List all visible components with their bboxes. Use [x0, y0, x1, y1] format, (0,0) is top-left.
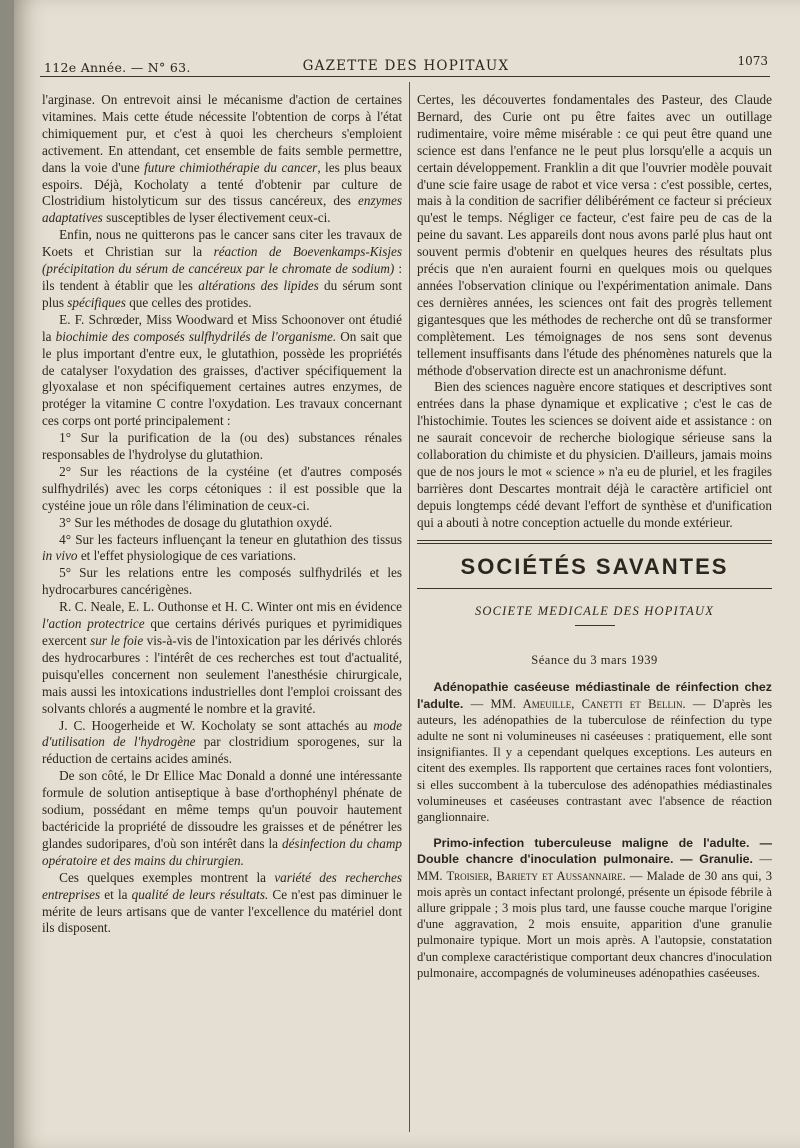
abstract-authors: — MM. Ameuille, Canetti et Bellin. — [470, 696, 686, 711]
abstract-authors: — MM. Troisier, Bariety et Aussannaire. — [417, 852, 772, 883]
newspaper-page — [14, 0, 800, 1148]
paragraph: Ces quelques exemples montrent la variété des recherches entreprises et la qualité de leurs résultats. Ce n'est pas diminuer le mérite de leurs artisans que de vanter l'excellence du matériel dont ils disposent. — [42, 869, 403, 936]
paragraph: Bien des sciences naguère encore statiques et descriptives sont entrées dans la phase dynamique et explicative ; c'est le cas de l'histochimie. Toutes les sciences se doivent aide et assistance : on ne saurait concevoir de recherche biologique sérieuse sans la collaboration du chimiste et du physicien. D'ailleurs, jamais moins que de nos jours le mot « science » n'a eu de pluriel, et les fragiles barrières dont Descartes montrait déjà le caractère artificiel ont depuis longtemps cédé devant l'effort de synthèse et d'unification qui a abouti à notre conception actuelle du monde extérieur. — [417, 379, 772, 530]
paragraph: J. C. Hoogerheide et W. Kocholaty se sont attachés au mode d'utilisation de l'hydrogène par clostridium sporogenes, sur la réduction de certains acides aminés. — [42, 717, 402, 767]
paragraph: Enfin, nous ne quitterons pas le cancer sans citer les travaux de Koets et Christian sur la réaction de Boevenkamps-Kisjes (précipitation du sérum de cancéreux par le chromate de sodium) : ils tendent à établir que les altérations des lipides du sérum sont plus spécifiques que celles des protides. — [42, 227, 402, 310]
society-name: SOCIETE MEDICALE DES HOPITAUX — [474, 603, 715, 618]
right-column — [417, 92, 772, 981]
abstract-text: — D'après les auteurs, les adénopathies de la tuberculose de réinfection du type adulte ne sont ni volumineuses ni caséeuses : pratiquement, elle sont insignifiantes. Il y a cependant quelques exceptions. Les auteurs en citent des exemples. Ils rapportent que certaines races font volontiers, si elles succombent à la tuberculose des adénopathies médiastinales volumineuses et caséeuses contrastant avec l'absence de réaction ganglionnaire. — [417, 696, 772, 824]
paragraph: E. F. Schrœder, Miss Woodward et Miss Schoonover ont étudié la biochimie des composés sulfhydrilés de l'organisme. On sait que le plus important d'entre eux, le glutathion, possède les propriétés de catalyser l'oxydation des graisses, d'activer spécifiquement la glyoxalase et non spécifiquement certaines autres enzymes, de protéger la vitamine C contre l'oxydation. Les travaux concernant ces corps ont porté principalement : — [42, 311, 403, 429]
page-header — [44, 52, 768, 78]
paragraph: De son côté, le Dr Ellice Mac Donald a donné une intéressante formule de solution antiseptique à base d'orthophényl phénate de sodium, possédant en même temps qu'un pouvoir hautement bactéricide la propriété de dissoudre les graisses et de pénétrer les glandes sudoripares, d'où son intérêt dans la désinfection du champ opératoire et des mains du chirurgien. — [42, 768, 402, 868]
column-divider — [409, 82, 410, 1132]
list-item: 4° Sur les facteurs influençant la teneur en glutathion des tissus in vivo et l'effet physiologique de ces variations. — [42, 531, 402, 564]
abstract-title: Primo-infection tuberculeuse maligne de l'adulte. — Double chancre d'inoculation pulmonaire. — Granulie. — [417, 836, 772, 867]
left-column — [42, 92, 402, 937]
abstract — [417, 835, 772, 981]
section-title: SOCIÉTÉS SAVANTES — [460, 553, 729, 579]
list-item: 3° Sur les méthodes de dosage du glutathion oxydé. — [59, 514, 333, 530]
abstract-text: — Malade de 30 ans qui, 3 mois après un contact infectant prolongé, présente un épisode fébrile à allure grippale ; 3 mois plus tard, une fausse couche marque l'origine d'une aggravation, 2 mois ensuite, apparition d'une granulie pulmonaire typique. Mort un mois après. A l'autopsie, constatation d'un complexe caractéristique comportant deux chancres d'inoculation pulmonaire, accompagnés de volumineuses adénopathies caséeuses. — [417, 868, 772, 980]
paragraph: Certes, les découvertes fondamentales des Pasteur, des Claude Bernard, des Curie ont pu être faites avec un outillage rudimentaire, voire même misérable : ce qui peut être quand une science est dans l'enfance ne le peut plus lorsqu'elle a acquis un certain développement. Franklin a dit que l'ouvrier modèle pouvait d'une scie faire usage de rabot et vice versa : c'est possible, certes, mais à la condition de sacrifier délibérément ce facteur si précieux qu'est le temps. Négliger ce facteur, c'est faire peu de cas de la peine du savant. Les appareils dont nous avons parlé plus haut ont souvent permis d'obtenir en quelques heures des résultats plus précis que n'en auraient fourni en quelques mois ou quelques années l'observation clinique ou l'expérimentation animale. Dans ces dernières années, les sciences ont fait des progrès tellement gigantesques que les méthodes de recherche ont dû se transformer complètement. Les témoignages de nos sens sont devenus tellement insuffisants dans l'étude des phénomènes naturels que la méthode d'observation directe est un anachronisme défunt. — [417, 92, 772, 378]
list-item: 2° Sur les réactions de la cystéine (et d'autres composés sulfhydrilés) avec les corps cétoniques : il est possible que la cystéine joue un rôle dans l'élimination de ceux-ci. — [42, 463, 402, 513]
paragraph: l'arginase. On entrevoit ainsi le mécanisme d'action de certaines vitamines. Mais cette étude nécessite l'obtention de corps à l'état chimiquement pur, et c'est à quoi les chercheurs s'emploient activement. En attendant, cet ensemble de faits semble permettre, dans la voie d'une future chimiothérapie du cancer, les plus beaux espoirs. Déjà, Kocholaty a tenté d'obtenir par culture de Clostridium histolyticum sur des tissus cancéreux, des enzymes adaptatives susceptibles de lyser électivement ceux-ci. — [42, 92, 403, 226]
list-item: 5° Sur les relations entre les composés sulfhydrilés et les hydrocarbures cancérigènes. — [42, 565, 402, 598]
journal-title: GAZETTE DES HOPITAUX — [302, 58, 510, 74]
abstract — [417, 679, 772, 825]
paragraph: R. C. Neale, E. L. Outhonse et H. C. Winter ont mis en évidence l'action protectrice que certains dérivés puriques et pyrimidiques exercent sur le foie vis-à-vis de l'intoxication par les dérivés chlorés des hydrocarbures : l'intérêt de ces recherches est tout d'actualité, puisqu'elles concernent non seulement l'anesthésie chirurgicale, mais aussi les intoxications industrielles dont l'emploi croissant des solvants chlorés a augmenté le nombre et la gravité. — [42, 599, 403, 716]
issue-number: 112e Année. — N° 63. — [44, 60, 191, 75]
abstract-title: Adénopathie caséeuse médiastinale de réinfection chez l'adulte. — [417, 680, 772, 711]
list-item: 1° Sur la purification de la (ou des) substances rénales responsables de l'hydrolyse du glutathion. — [42, 430, 402, 463]
header-rule — [40, 76, 770, 77]
section-rule — [417, 540, 772, 544]
session-date: Séance du 3 mars 1939 — [531, 653, 658, 668]
divider — [575, 625, 615, 626]
section-rule — [417, 588, 772, 589]
page-number: 1073 — [737, 54, 768, 68]
